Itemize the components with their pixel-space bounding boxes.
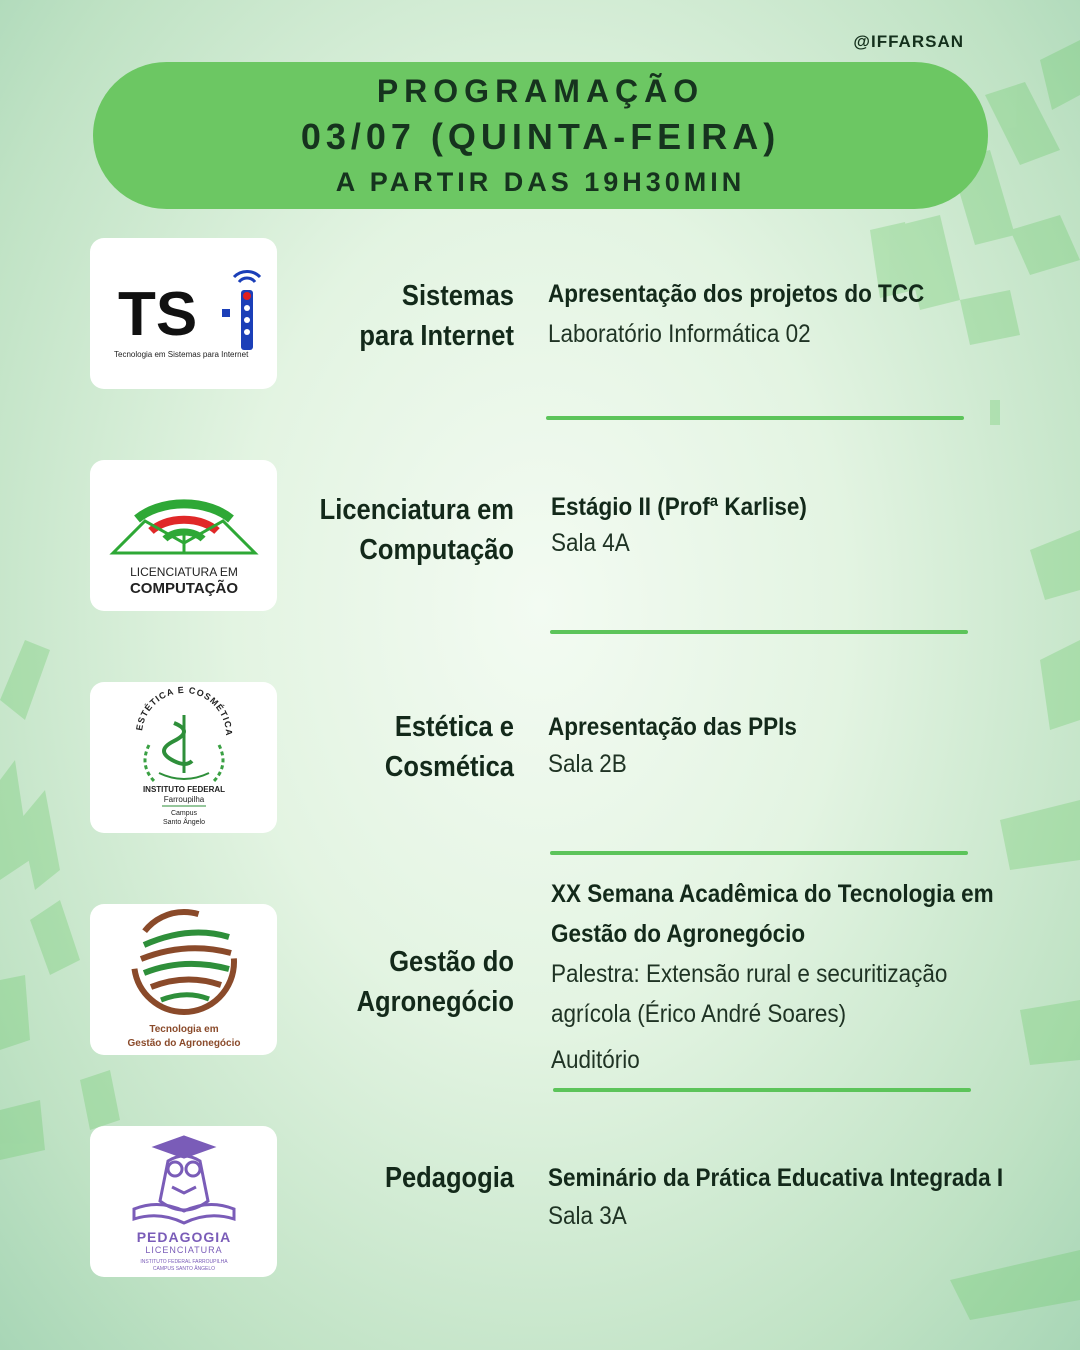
event-location: Sala 2B (548, 750, 627, 778)
course-name-estetica: Estética e Cosmética (384, 711, 514, 783)
svg-text:TS: TS (117, 279, 197, 349)
course-name-licenciatura: Licenciatura em Computação (319, 494, 514, 566)
agronegocio-logo-card (90, 904, 277, 1055)
estetica-logo-card (90, 682, 277, 833)
event-info-pedagogia (548, 1158, 1068, 1234)
svg-text:CAMPUS SANTO ÂNGELO: CAMPUS SANTO ÂNGELO (152, 1266, 215, 1272)
course-name-agronegocio: Gestão do Agronegócio (356, 946, 514, 1018)
event-title: Estágio II (Profª Karlise) (551, 493, 807, 521)
svg-text:Tecnologia em: Tecnologia em (148, 1024, 219, 1035)
event-title-line2: Gestão do Agronegócio (551, 920, 806, 948)
event-info-agronegocio (551, 874, 1071, 1080)
banner-title: PROGRAMAÇÃO (376, 72, 705, 109)
svg-text:Tecnologia em Sistemas para In: Tecnologia em Sistemas para Internet (113, 349, 248, 359)
svg-text:PEDAGOGIA: PEDAGOGIA (136, 1229, 231, 1245)
event-location: Sala 3A (548, 1202, 627, 1230)
tsi-logo-card (90, 238, 277, 389)
header-banner (93, 62, 988, 209)
svg-text:LICENCIATURA EM: LICENCIATURA EM (129, 564, 238, 579)
banner-time: A PARTIR DAS 19H30MIN (335, 166, 746, 197)
divider (546, 416, 964, 420)
agronegocio-logo (99, 907, 269, 1052)
svg-text:Santo Ângelo: Santo Ângelo (162, 819, 205, 826)
divider (553, 1088, 971, 1092)
svg-text:LICENCIATURA: LICENCIATURA (144, 1245, 223, 1255)
licenciatura-computacao-logo (99, 471, 269, 601)
event-title-line1: XX Semana Acadêmica do Tecnologia em (551, 880, 994, 908)
event-location: Laboratório Informática 02 (548, 320, 811, 348)
svg-text:Campus: Campus (170, 810, 197, 817)
event-title: Seminário da Prática Educativa Integrada I (548, 1164, 1004, 1192)
event-location: Sala 4A (551, 529, 630, 557)
svg-text:Farroupilha: Farroupilha (163, 795, 204, 804)
svg-text:ESTÉTICA E COSMÉTICA: ESTÉTICA E COSMÉTICA (133, 685, 234, 737)
svg-text:COMPUTAÇÃO: COMPUTAÇÃO (129, 579, 238, 597)
instagram-handle: @IFFARSAN (853, 32, 964, 51)
svg-text:INSTITUTO FEDERAL FARROUPILHA: INSTITUTO FEDERAL FARROUPILHA (139, 1259, 228, 1265)
event-title: Apresentação das PPIs (548, 713, 797, 741)
event-location: Auditório (551, 1046, 640, 1074)
event-talk-line1: Palestra: Extensão rural e securitização (551, 960, 948, 988)
divider (550, 851, 968, 855)
event-info-licenciatura (551, 487, 1071, 559)
event-title: Apresentação dos projetos do TCC (548, 280, 925, 308)
banner-date: 03/07 (QUINTA-FEIRA) (300, 115, 781, 157)
pedagogia-logo (104, 1129, 264, 1274)
event-talk-line2: agrícola (Érico André Soares) (551, 1000, 847, 1028)
svg-text:Gestão do Agronegócio: Gestão do Agronegócio (127, 1038, 240, 1049)
divider (550, 630, 968, 634)
estetica-cosmetica-logo (104, 685, 264, 830)
licenciatura-logo-card (90, 460, 277, 611)
event-info-estetica (548, 707, 1068, 781)
pedagogia-logo-card (90, 1126, 277, 1277)
course-name-sistemas: Sistemas para Internet (359, 280, 514, 352)
event-info-sistemas (548, 274, 1068, 354)
tsi-logo (104, 259, 264, 369)
svg-text:INSTITUTO FEDERAL: INSTITUTO FEDERAL (142, 785, 225, 794)
course-name-pedagogia: Pedagogia (384, 1162, 514, 1194)
